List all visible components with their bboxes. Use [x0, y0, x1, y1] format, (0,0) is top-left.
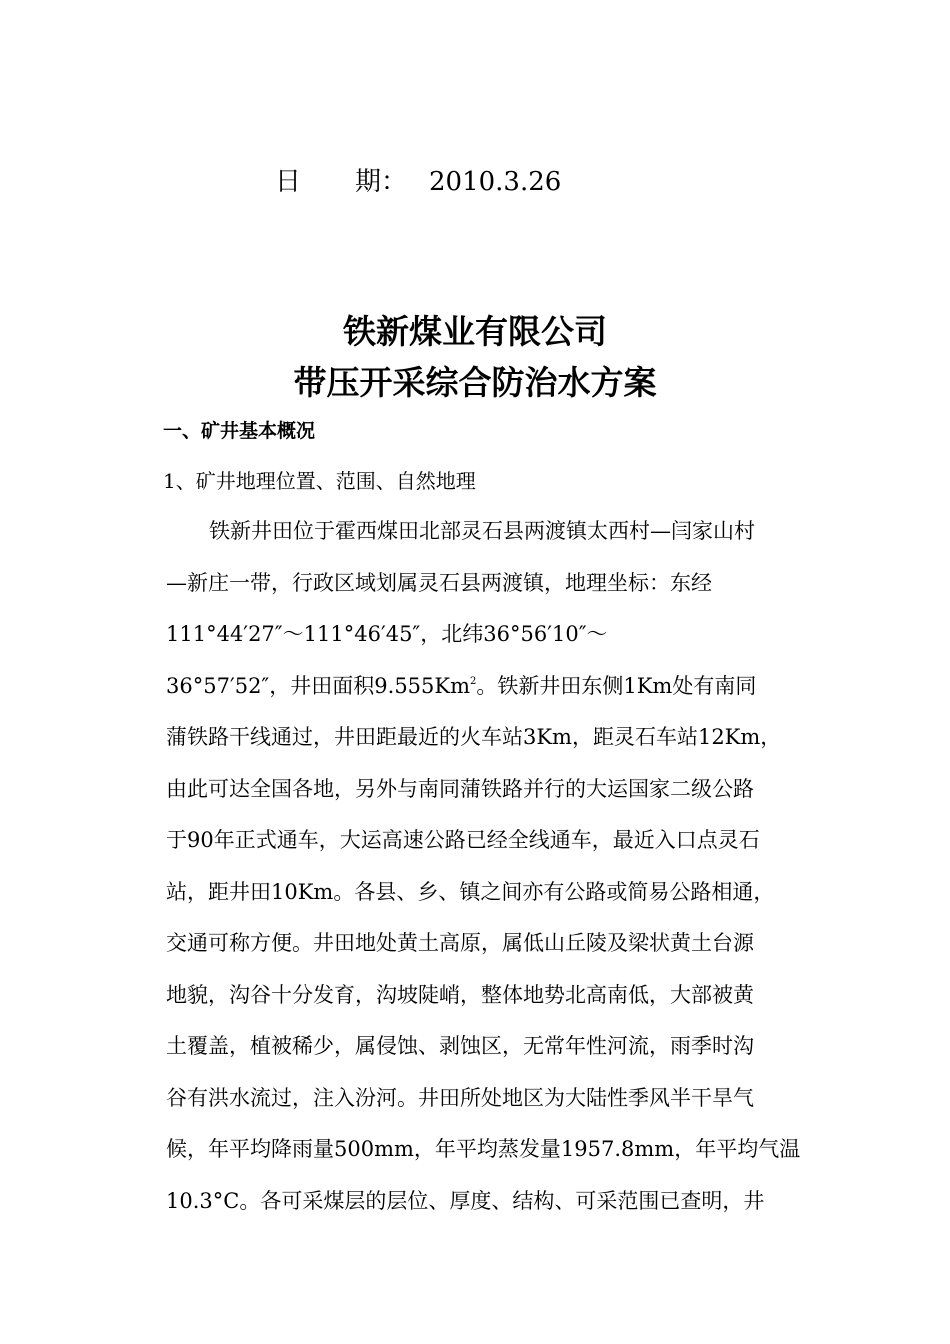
paragraph-line: 候，年平均降雨量500mm，年平均蒸发量1957.8mm，年平均气温	[166, 1137, 801, 1161]
paragraph-line: 蒲铁路干线通过，井田距最近的火车站3Km，距灵石车站12Km，	[166, 725, 782, 749]
paragraph-line: 111°44′27″～111°46′45″，北纬36°56′10″～	[166, 622, 608, 646]
paragraph-line-text: 36°57′52″，井田面积9.555Km	[166, 673, 470, 698]
date-value: 2010.3.26	[429, 167, 562, 197]
section-heading: 一、矿井基本概况	[163, 420, 316, 442]
superscript-2: 2	[470, 675, 477, 687]
paragraph-line: 于90年正式通车，大运高速公路已经全线通车，最近入口点灵石	[166, 828, 760, 852]
paragraph-line: 交通可称方便。井田地处黄土高原，属低山丘陵及梁状黄土台源	[166, 931, 754, 955]
paragraph-line: —新庄一带，行政区域划属灵石县两渡镇，地理坐标：东经	[166, 570, 712, 595]
company-title: 铁新煤业有限公司	[343, 312, 607, 351]
date-label-char-2: 期：	[355, 167, 408, 197]
paragraph-line: 10.3°C。各可采煤层的层位、厚度、结构、可采范围已查明，井	[166, 1188, 765, 1213]
plan-title: 带压开采综合防治水方案	[293, 363, 657, 402]
date-label-char-1: 日	[275, 167, 302, 197]
paragraph-line: 土覆盖，植被稀少，属侵蚀、剥蚀区，无常年性河流，雨季时沟	[166, 1034, 754, 1058]
paragraph-line: 站，距井田10Km。各县、乡、镇之间亦有公路或简易公路相通，	[166, 879, 775, 904]
paragraph-line: 谷有洪水流过，注入汾河。井田所处地区为大陆性季风半干旱气	[166, 1085, 754, 1110]
body-paragraph	[166, 514, 806, 1235]
paragraph-line: 铁新井田位于霍西煤田北部灵石县两渡镇太西村—闫家山村	[209, 519, 755, 543]
paragraph-line: 由此可达全国各地，另外与南同蒲铁路并行的大运国家二级公路	[166, 776, 754, 801]
paragraph-line-tail: 。铁新井田东侧1Km处有南同	[476, 673, 757, 698]
paragraph-line	[166, 669, 806, 721]
paragraph-line: 地貌，沟谷十分发育，沟坡陡峭，整体地势北高南低，大部被黄	[166, 982, 754, 1007]
subsection-heading: 1、矿井地理位置、范围、自然地理	[163, 469, 476, 493]
date-line	[275, 162, 561, 202]
